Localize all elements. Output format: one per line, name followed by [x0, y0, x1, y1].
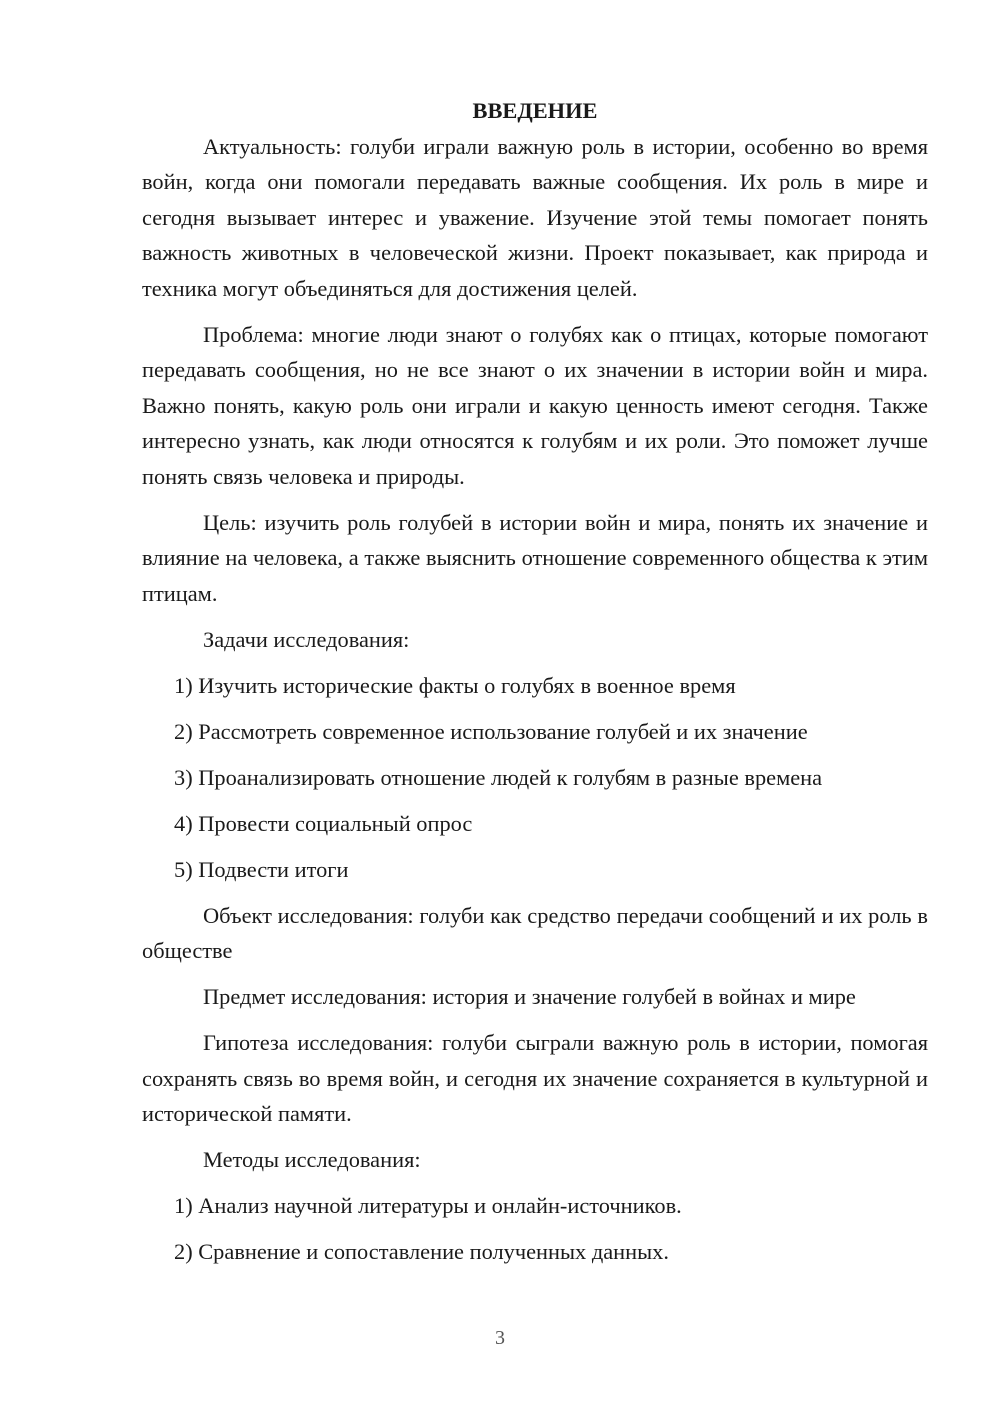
- task-item: 4) Провести социальный опрос: [174, 810, 473, 836]
- document-page: [142, 93, 928, 1270]
- task-item: 3) Проанализировать отношение людей к голубям в разные времена: [174, 764, 823, 790]
- paragraph-goal: Цель: изучить роль голубей в истории войн и мира, понять их значение и влияние на человека, а также выяснить отношение современного общества к этим птицам.: [142, 509, 928, 606]
- method-item: 2) Сравнение и сопоставление полученных данных.: [174, 1239, 669, 1264]
- page-number: 3: [495, 1327, 505, 1349]
- methods-heading: Методы исследования:: [203, 1147, 421, 1172]
- paragraph-object: Объект исследования: голуби как средство передачи сообщений и их роль в обществе: [142, 902, 928, 963]
- paragraph-relevance: Актуальность: голуби играли важную роль в истории, особенно во время войн, когда они помогали передавать важные сообщения. Их роль в мире и сегодня вызывает интерес и уважение. Изучение этой темы помогает понять важность животных в человеческой жизни. Проект показывает, как природа и техника могут объединяться для достижения целей.: [142, 133, 928, 301]
- paragraph-problem: Проблема: многие люди знают о голубях как о птицах, которые помогают передавать сообщения, но не все знают о их значении в истории войн и мира. Важно понять, какую роль они играли и какую ценность имеют сегодня. Также интересно узнать, как люди относятся к голубям и их роли. Это поможет лучше понять связь человека и природы.: [142, 321, 928, 489]
- paragraph-hypothesis: Гипотеза исследования: голуби сыграли важную роль в истории, помогая сохранять связь во время войн, и сегодня их значение сохраняется в культурной и исторической памяти.: [142, 1030, 928, 1126]
- task-item: 5) Подвести итоги: [174, 856, 349, 882]
- method-item: 1) Анализ научной литературы и онлайн-источников.: [174, 1193, 682, 1218]
- tasks-heading: Задачи исследования:: [203, 626, 410, 652]
- page-title: ВВЕДЕНИЕ: [472, 98, 598, 123]
- task-item: 1) Изучить исторические факты о голубях в военное время: [174, 672, 736, 698]
- task-item: 2) Рассмотреть современное использование голубей и их значение: [174, 718, 808, 744]
- paragraph-subject: Предмет исследования: история и значение голубей в войнах и мире: [203, 984, 856, 1009]
